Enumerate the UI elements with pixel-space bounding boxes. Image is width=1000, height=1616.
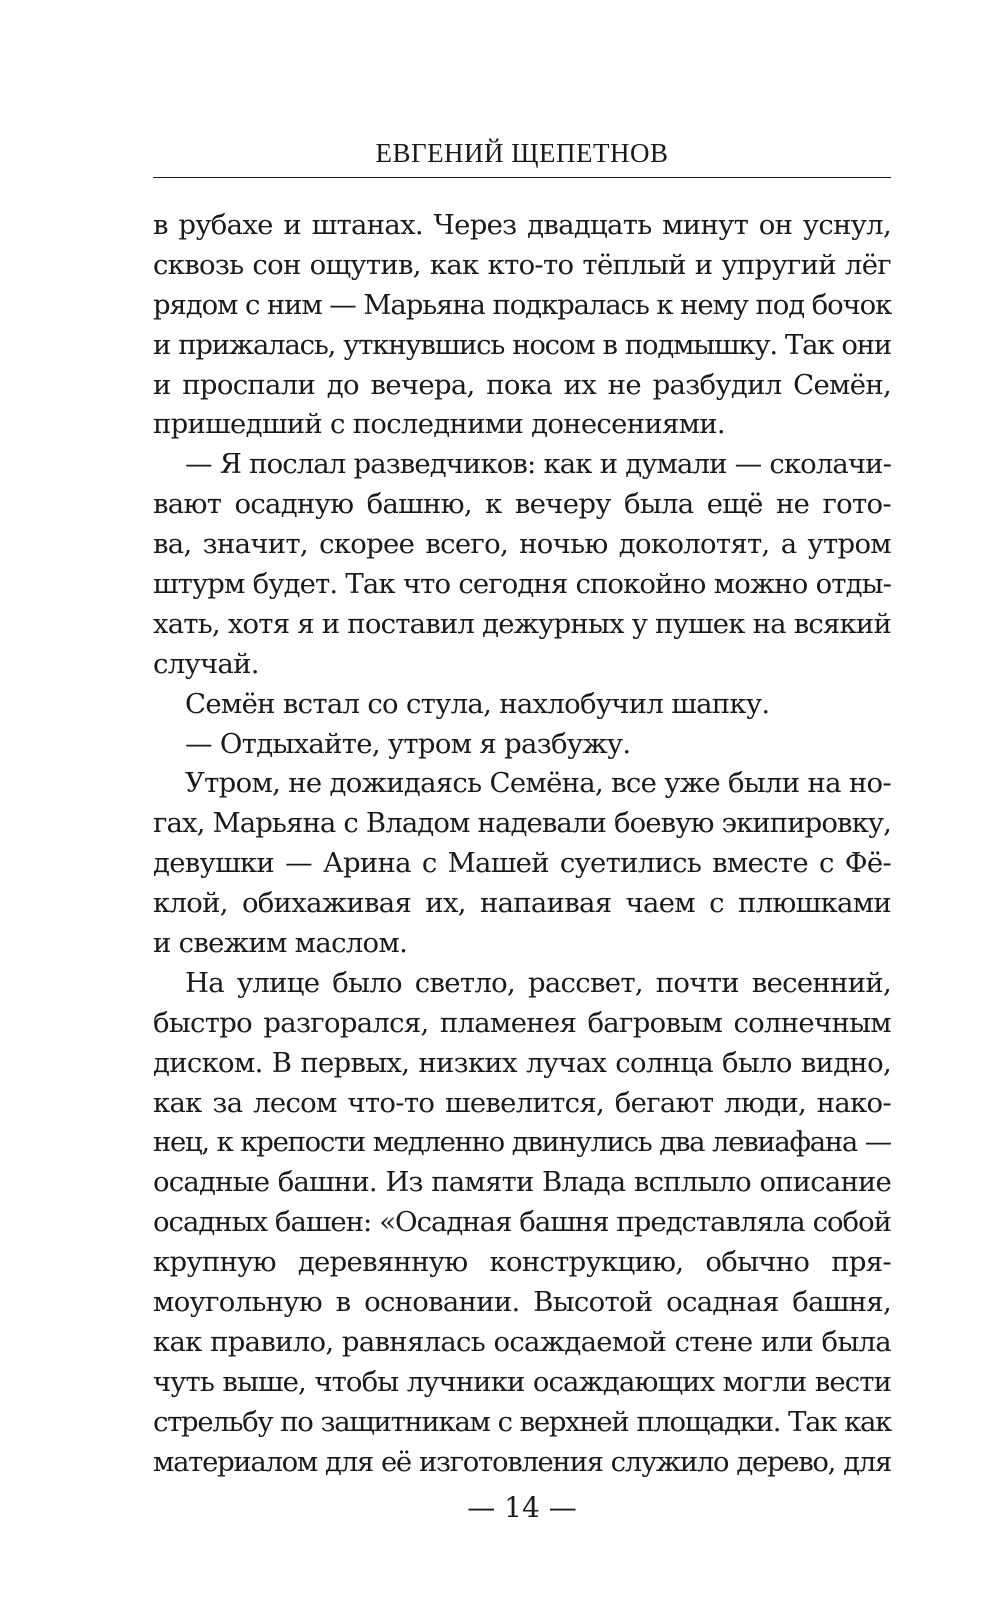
text-line: и проспали до вечера, пока их не разбудил Семён, <box>153 368 891 401</box>
text-line: девушки — Арина с Машей суетились вместе с Фё- <box>153 847 891 880</box>
text-line: гах, Марьяна с Владом надевали боевую экипировку, <box>153 807 891 840</box>
text-line: Утром, не дожидаясь Семёна, все уже были на но- <box>185 767 891 800</box>
body-text <box>153 206 891 1483</box>
text-line: случай. <box>153 647 259 680</box>
text-line: стрельбу по защитникам с верхней площадки. Так как <box>153 1405 891 1438</box>
text-line: чуть выше, чтобы лучники осаждающих могли вести <box>153 1365 891 1398</box>
text-line: хать, хотя я и поставил дежурных у пушек на всякий <box>153 607 891 640</box>
text-line: рядом с ним — Марьяна подкралась к нему под бочок <box>153 288 892 321</box>
text-line: крупную деревянную конструкцию, обычно пря- <box>153 1246 891 1279</box>
text-line: диском. В первых, низких лучах солнца было видно, <box>153 1046 891 1079</box>
text-line: сквозь сон ощутив, как кто-то тёплый и упругий лёг <box>153 248 891 281</box>
text-line: осадных башен: «Осадная башня представляла собой <box>153 1206 891 1239</box>
text-line: — Отдыхайте, утром я разбужу. <box>185 727 631 760</box>
text-line: осадные башни. Из памяти Влада всплыло описание <box>153 1166 891 1199</box>
text-line: быстро разгорался, пламенея багровым солнечным <box>153 1006 891 1039</box>
text-line: клой, обихаживая их, напаивая чаем с плюшками <box>153 887 891 920</box>
text-line: — Я послал разведчиков: как и думали — сколачи- <box>185 448 891 481</box>
text-line: в рубахе и штанах. Через двадцать минут он уснул, <box>153 209 891 241</box>
text-line: материалом для её изготовления служило дерево, для <box>153 1445 891 1478</box>
text-line: нец, к крепости медленно двинулись два левиафана — <box>153 1126 891 1159</box>
text-line: как правило, равнялась осаждаемой стене или была <box>153 1325 891 1358</box>
text-line: Семён встал со стула, нахлобучил шапку. <box>185 687 770 720</box>
running-head-author: ЕВГЕНИЙ ЩЕПЕТНОВ <box>375 138 669 168</box>
text-line: и свежим маслом. <box>153 927 408 960</box>
text-line: На улице было светло, рассвет, почти весенний, <box>185 966 891 999</box>
text-line: и прижалась, уткнувшись носом в подмышку. Так они <box>153 328 891 361</box>
page-number: — 14 — <box>467 1491 577 1524</box>
text-line: ва, значит, скорее всего, ночью доколотят, а утром <box>153 528 891 561</box>
text-line: как за лесом что-то шевелится, бегают люди, нако- <box>153 1086 891 1119</box>
header-rule <box>153 177 891 178</box>
text-line: моугольную в основании. Высотой осадная башня, <box>153 1286 891 1319</box>
text-line: штурм будет. Так что сегодня спокойно можно отды- <box>153 568 891 601</box>
text-line: пришедший с последними донесениями. <box>153 408 725 441</box>
text-line: вают осадную башню, к вечеру была ещё не гото- <box>153 488 891 521</box>
